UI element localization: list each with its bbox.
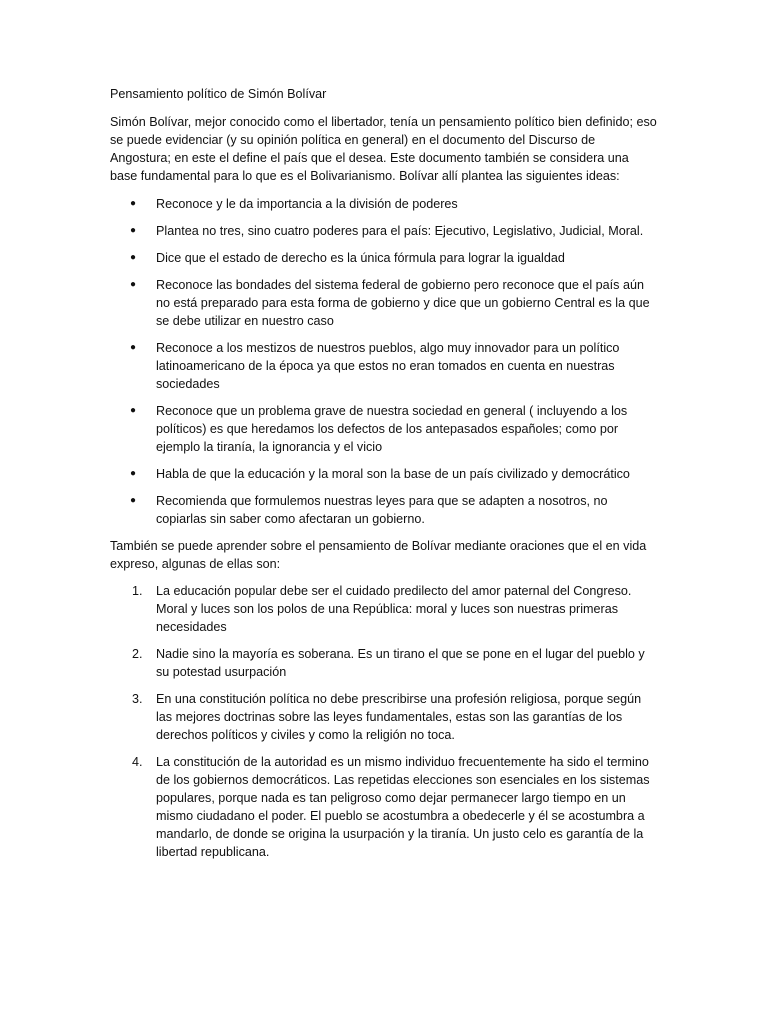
bullet-icon: ● <box>130 495 137 506</box>
sayings-intro-paragraph: También se puede aprender sobre el pensamiento de Bolívar mediante oraciones que el en vida expreso, algunas de ellas son: <box>110 539 647 571</box>
bullet-icon: ● <box>130 405 137 416</box>
document-title: Pensamiento político de Simón Bolívar <box>110 87 327 101</box>
list-number: 3. <box>132 692 143 706</box>
list-item: 3. En una constitución política no debe prescribirse una profesión religiosa, porque según las mejores doctrinas sobre las leyes fundamentales, estas son las garantías de los derechos políticos y civiles y como la religión no toca. <box>132 692 642 742</box>
list-item: ● Reconoce a los mestizos de nuestros pueblos, algo muy innovador para un político latinoamericano de la época ya que estos no eran tomados en cuenta en nuestras sociedades <box>130 341 620 391</box>
list-number: 4. <box>132 755 143 769</box>
document-body <box>110 85 658 870</box>
sayings-list <box>110 582 658 861</box>
list-item: ● Habla de que la educación y la moral son la base de un país civilizado y democrático <box>130 467 630 481</box>
bullet-icon: ● <box>130 198 137 209</box>
list-item: ● Recomienda que formulemos nuestras leyes para que se adapten a nosotros, no copiarlas sin saber como afectaran un gobierno. <box>130 494 608 526</box>
bullet-icon: ● <box>130 225 137 236</box>
list-number: 2. <box>132 647 143 661</box>
intro-paragraph: Simón Bolívar, mejor conocido como el libertador, tenía un pensamiento político bien definido; eso se puede evidenciar (y su opinión política en general) en el documento del Discurso de Angostura; en este el define el país que el desea. Este documento también se considera una base fundamental para lo que es el Bolivarianismo. Bolívar allí plantea las siguientes ideas: <box>110 115 657 183</box>
bullet-icon: ● <box>130 468 137 479</box>
list-item: 4. La constitución de la autoridad es un mismo individuo frecuentemente ha sido el termino de los gobiernos democráticos. Las repetidas elecciones son esenciales en los sistemas populares, porque nada es tan peligroso como dejar permanecer largo tiempo en un mismo ciudadano el poder. El pueblo se acostumbra a obedecerle y él se acostumbra a mandarlo, de donde se origina la usurpación y la tiranía. Un justo celo es garantía de la libertad republicana. <box>132 755 650 859</box>
list-item: ● Reconoce las bondades del sistema federal de gobierno pero reconoce que el país aún no está preparado para esta forma de gobierno y dice que un gobierno Central es la que se debe utilizar en nuestro caso <box>130 278 650 328</box>
list-item: ● Reconoce que un problema grave de nuestra sociedad en general ( incluyendo a los políticos) es que heredamos los defectos de los antepasados españoles; como por ejemplo la tiranía, la ignorancia y el vicio <box>130 404 628 454</box>
list-number: 1. <box>132 584 143 598</box>
list-item: ● Reconoce y le da importancia a la división de poderes <box>130 197 458 211</box>
list-item: 2. Nadie sino la mayoría es soberana. Es un tirano el que se pone en el lugar del pueblo y su potestad usurpación <box>132 647 645 679</box>
list-item: ● Dice que el estado de derecho es la única fórmula para lograr la igualdad <box>130 251 565 265</box>
list-item: 1. La educación popular debe ser el cuidado predilecto del amor paternal del Congreso. Moral y luces son los polos de una República: moral y luces son nuestras primeras necesidades <box>132 584 632 634</box>
bullet-icon: ● <box>130 279 137 290</box>
bullet-icon: ● <box>130 252 137 263</box>
bullet-icon: ● <box>130 342 137 353</box>
ideas-list <box>110 195 658 528</box>
list-item: ● Plantea no tres, sino cuatro poderes para el país: Ejecutivo, Legislativo, Judicial, Moral. <box>130 224 644 238</box>
